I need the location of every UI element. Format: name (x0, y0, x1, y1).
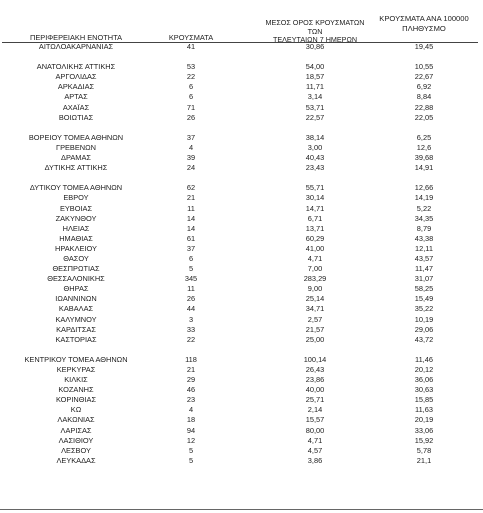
cases-cell: 21 (186, 193, 196, 203)
per100k-cell: 11,46 (415, 354, 433, 364)
table-row (0, 355, 483, 365)
avg7-cell: 15,57 (305, 415, 325, 425)
avg7-cell: 30,86 (305, 42, 325, 51)
spacer-row (0, 173, 483, 183)
avg7-cell: 22,57 (305, 112, 325, 122)
region-cell: ΛΕΣΒΟΥ (61, 445, 91, 455)
table-row (0, 395, 483, 405)
table-row (0, 375, 483, 385)
cases-cell: 24 (186, 163, 196, 173)
header-avg7-line2: ΤΕΛΕΥΤΑΙΩΝ 7 ΗΜΕΡΩΝ (272, 35, 358, 44)
table-row (0, 284, 483, 294)
header-per100k-line2: ΠΛΗΘΥΣΜΟ (402, 24, 446, 33)
header-region: ΠΕΡΙΦΕΡΕΙΑΚΗ ΕΝΟΤΗΤΑ (30, 33, 122, 42)
avg7-cell: 26,43 (305, 365, 325, 374)
region-cell: ΗΛΕΙΑΣ (62, 223, 90, 233)
table-row (0, 103, 483, 113)
region-cell: ΑΡΚΑΔΙΑΣ (57, 82, 95, 92)
avg7-cell: 60,29 (305, 233, 325, 243)
per100k-cell: 14,19 (414, 193, 434, 203)
per100k-cell: 12,66 (414, 183, 434, 193)
region-cell: ΚΕΝΤΡΙΚΟΥ ΤΟΜΕΑ ΑΘΗΝΩΝ (24, 354, 128, 364)
region-cell: ΚΑΣΤΟΡΙΑΣ (55, 334, 97, 344)
cases-cell: 21 (186, 365, 196, 374)
avg7-cell: 4,71 (307, 435, 323, 445)
cases-cell: 37 (186, 132, 196, 142)
spacer-row (0, 345, 483, 355)
cases-cell: 94 (186, 425, 196, 435)
region-cell: ΘΗΡΑΣ (63, 284, 89, 294)
cases-cell: 39 (186, 153, 196, 163)
cases-cell: 53 (186, 62, 196, 72)
table-row (0, 153, 483, 163)
per100k-cell: 34,35 (414, 213, 434, 223)
table-row (0, 274, 483, 284)
table-row (0, 92, 483, 102)
avg7-cell: 100,14 (303, 354, 327, 364)
per100k-cell: 11,47 (415, 264, 433, 274)
per100k-cell: 5,22 (416, 203, 432, 213)
cases-cell: 26 (186, 294, 196, 304)
cases-cell: 22 (186, 334, 196, 344)
cases-cell: 14 (186, 223, 196, 233)
data-table (0, 42, 483, 466)
avg7-cell: 11,71 (306, 82, 324, 92)
avg7-cell: 30,14 (305, 193, 325, 203)
cases-cell: 37 (186, 243, 196, 253)
cases-cell: 41 (186, 42, 196, 51)
region-cell: ΓΡΕΒΕΝΩΝ (56, 142, 96, 152)
avg7-cell: 18,57 (305, 72, 325, 82)
table-row (0, 446, 483, 456)
cases-cell: 44 (186, 304, 196, 314)
per100k-cell: 6,92 (416, 82, 432, 92)
cases-cell: 6 (188, 82, 194, 92)
region-cell: ΗΡΑΚΛΕΙΟΥ (55, 243, 97, 253)
per100k-cell: 11,63 (415, 405, 433, 415)
avg7-cell: 80,00 (305, 425, 325, 435)
per100k-cell: 12,11 (415, 243, 433, 253)
avg7-cell: 34,71 (305, 304, 325, 314)
per100k-cell: 43,38 (414, 233, 434, 243)
cases-cell: 11 (187, 284, 195, 294)
avg7-cell: 53,71 (305, 102, 325, 112)
per100k-cell: 22,67 (414, 72, 434, 82)
avg7-cell: 4,71 (307, 253, 323, 263)
cases-cell: 62 (186, 183, 196, 193)
region-cell: ΘΕΣΠΡΩΤΙΑΣ (52, 264, 100, 274)
per100k-cell: 6,25 (416, 132, 432, 142)
bottom-divider (0, 509, 483, 510)
table-row (0, 405, 483, 415)
avg7-cell: 25,14 (305, 294, 325, 304)
table-row (0, 264, 483, 274)
region-cell: ΛΑΣΙΘΙΟΥ (58, 435, 94, 445)
header-per100k (370, 14, 478, 34)
cases-cell: 3 (188, 314, 194, 324)
header-per100k-line1: ΚΡΟΥΣΜΑΤΑ ΑΝΑ 100000 (379, 14, 469, 23)
per100k-cell: 10,55 (414, 62, 434, 72)
avg7-cell: 14,71 (305, 203, 325, 213)
table-row (0, 436, 483, 446)
table-row (0, 244, 483, 254)
region-cell: ΚΟΖΑΝΗΣ (58, 385, 94, 395)
table-row (0, 294, 483, 304)
per100k-cell: 36,06 (414, 375, 434, 385)
cases-cell: 26 (186, 112, 196, 122)
per100k-cell: 14,91 (414, 163, 434, 173)
region-cell: ΕΥΒΟΙΑΣ (59, 203, 93, 213)
region-cell: ΚΙΛΚΙΣ (64, 375, 88, 385)
table-row (0, 234, 483, 244)
avg7-cell: 38,14 (305, 132, 325, 142)
avg7-cell: 55,71 (305, 183, 325, 193)
region-cell: ΖΑΚΥΝΘΟΥ (55, 213, 97, 223)
per100k-cell: 15,85 (414, 395, 434, 405)
region-cell: ΔΡΑΜΑΣ (61, 153, 91, 163)
region-cell: ΕΒΡΟΥ (63, 193, 89, 203)
region-cell: ΙΩΑΝΝΙΝΩΝ (55, 294, 97, 304)
region-cell: ΘΑΣΟΥ (63, 253, 89, 263)
table-row (0, 143, 483, 153)
region-cell: ΑΝΑΤΟΛΙΚΗΣ ΑΤΤΙΚΗΣ (36, 62, 116, 72)
region-cell: ΚΟΡΙΝΘΙΑΣ (55, 395, 97, 405)
avg7-cell: 40,43 (305, 153, 325, 163)
avg7-cell: 2,57 (307, 314, 323, 324)
table-row (0, 183, 483, 193)
avg7-cell: 3,86 (307, 455, 323, 465)
per100k-cell: 31,07 (414, 274, 434, 284)
table-row (0, 113, 483, 123)
region-cell: ΑΙΤΩΛΟΑΚΑΡΝΑΝΙΑΣ (38, 42, 114, 51)
table-row (0, 456, 483, 466)
per100k-cell: 35,22 (414, 304, 434, 314)
per100k-cell: 30,63 (414, 385, 434, 395)
per100k-cell: 10,19 (414, 314, 434, 324)
table-header (0, 14, 483, 44)
avg7-cell: 40,00 (305, 385, 325, 395)
per100k-cell: 15,49 (414, 294, 434, 304)
region-cell: ΑΡΤΑΣ (64, 92, 88, 102)
per100k-cell: 8,79 (416, 223, 432, 233)
table-row (0, 415, 483, 425)
cases-cell: 23 (186, 395, 196, 405)
header-cases: ΚΡΟΥΣΜΑΤΑ (168, 33, 214, 42)
cases-cell: 18 (186, 415, 196, 425)
region-cell: ΚΑΡΔΙΤΣΑΣ (56, 324, 96, 334)
cases-cell: 345 (184, 274, 198, 284)
header-avg7 (260, 19, 370, 45)
per100k-cell: 15,92 (414, 435, 434, 445)
per100k-cell: 12,6 (416, 142, 432, 152)
region-cell: ΚΕΡΚΥΡΑΣ (56, 365, 96, 374)
header-avg7-line1: ΜΕΣΟΣ ΟΡΟΣ ΚΡΟΥΣΜΑΤΩΝ ΤΩΝ (265, 18, 365, 36)
table-row (0, 163, 483, 173)
region-cell: ΗΜΑΘΙΑΣ (59, 233, 93, 243)
per100k-cell: 22,05 (414, 112, 434, 122)
avg7-cell: 25,00 (305, 334, 325, 344)
table-row (0, 335, 483, 345)
avg7-cell: 13,71 (305, 223, 325, 233)
per100k-cell: 33,06 (414, 425, 434, 435)
region-cell: ΒΟΙΩΤΙΑΣ (58, 112, 94, 122)
avg7-cell: 9,00 (307, 284, 323, 294)
table-row (0, 385, 483, 395)
cases-cell: 14 (186, 213, 196, 223)
cases-cell: 6 (188, 253, 194, 263)
cases-cell: 71 (186, 102, 196, 112)
cases-cell: 4 (188, 405, 194, 415)
table-row (0, 304, 483, 314)
region-cell: ΛΑΚΩΝΙΑΣ (57, 415, 95, 425)
avg7-cell: 2,14 (307, 405, 323, 415)
spacer-row (0, 52, 483, 62)
per100k-cell: 43,72 (414, 334, 434, 344)
avg7-cell: 54,00 (305, 62, 325, 72)
avg7-cell: 3,00 (307, 142, 323, 152)
table-row (0, 204, 483, 214)
cases-cell: 46 (186, 385, 196, 395)
cases-cell: 118 (185, 354, 197, 364)
per100k-cell: 22,88 (414, 102, 434, 112)
table-row (0, 82, 483, 92)
spacer-row (0, 123, 483, 133)
per100k-cell: 8,84 (416, 92, 432, 102)
table-row (0, 42, 483, 52)
table-row (0, 426, 483, 436)
cases-cell: 22 (186, 72, 196, 82)
cases-cell: 5 (188, 264, 194, 274)
region-cell: ΚΩ (70, 405, 82, 415)
per100k-cell: 58,25 (414, 284, 434, 294)
table-row (0, 315, 483, 325)
table-row (0, 214, 483, 224)
per100k-cell: 19,45 (414, 42, 434, 51)
avg7-cell: 23,86 (305, 375, 325, 385)
per100k-cell: 43,57 (414, 253, 434, 263)
per100k-cell: 39,68 (414, 153, 434, 163)
table-row (0, 224, 483, 234)
cases-cell: 29 (186, 375, 196, 385)
region-cell: ΛΕΥΚΑΔΑΣ (56, 455, 96, 465)
cases-cell: 12 (186, 435, 196, 445)
avg7-cell: 7,00 (307, 264, 323, 274)
cases-cell: 11 (187, 203, 195, 213)
per100k-cell: 5,78 (416, 445, 432, 455)
region-cell: ΚΑΒΑΛΑΣ (58, 304, 94, 314)
avg7-cell: 25,71 (305, 395, 325, 405)
table-row (0, 133, 483, 143)
avg7-cell: 3,14 (307, 92, 323, 102)
region-cell: ΔΥΤΙΚΟΥ ΤΟΜΕΑ ΑΘΗΝΩΝ (29, 183, 123, 193)
region-cell: ΑΡΓΟΛΙΔΑΣ (55, 72, 97, 82)
table-row (0, 254, 483, 264)
avg7-cell: 4,57 (307, 445, 323, 455)
cases-cell: 33 (186, 324, 196, 334)
avg7-cell: 21,57 (305, 324, 325, 334)
table-row (0, 72, 483, 82)
region-cell: ΒΟΡΕΙΟΥ ΤΟΜΕΑ ΑΘΗΝΩΝ (28, 132, 124, 142)
per100k-cell: 20,19 (414, 415, 434, 425)
region-cell: ΑΧΑΪΑΣ (62, 102, 90, 112)
table-row (0, 62, 483, 72)
cases-cell: 4 (188, 142, 194, 152)
per100k-cell: 21,1 (416, 455, 432, 465)
region-cell: ΚΑΛΥΜΝΟΥ (55, 314, 97, 324)
cases-cell: 5 (188, 445, 194, 455)
region-cell: ΔΥΤΙΚΗΣ ΑΤΤΙΚΗΣ (44, 163, 108, 173)
table-row (0, 365, 483, 375)
region-cell: ΛΑΡΙΣΑΣ (60, 425, 92, 435)
avg7-cell: 283,29 (303, 274, 327, 284)
cases-cell: 61 (186, 233, 196, 243)
avg7-cell: 23,43 (305, 163, 325, 173)
cases-cell: 5 (188, 455, 194, 465)
region-cell: ΘΕΣΣΑΛΟΝΙΚΗΣ (47, 274, 105, 284)
avg7-cell: 6,71 (307, 213, 323, 223)
table-row (0, 193, 483, 203)
per100k-cell: 29,06 (414, 324, 434, 334)
avg7-cell: 41,00 (305, 243, 325, 253)
cases-cell: 6 (188, 92, 194, 102)
per100k-cell: 20,12 (414, 365, 434, 374)
table-row (0, 325, 483, 335)
